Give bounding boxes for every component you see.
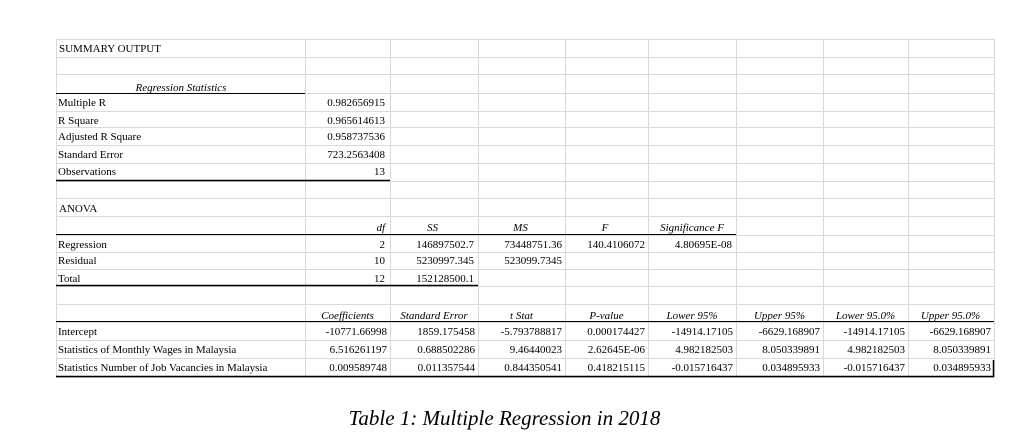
coef-cell: -0.015716437 [843,362,905,374]
anova-cell: 10 [374,255,385,267]
coef-cell: 0.688502286 [417,344,475,356]
coef-cell: 0.009589748 [329,362,387,374]
anova-cell: 12 [374,273,385,285]
anova-header-f: F [601,222,609,234]
coef-header-lower-95: Lower 95% [666,310,718,322]
coef-header-upper-95-0: Upper 95.0% [920,310,981,322]
anova-header-ms: MS [513,222,528,234]
anova-label-residual: Residual [58,255,97,267]
coef-cell: -14914.17105 [843,326,905,338]
coef-label-intercept: Intercept [58,326,98,338]
coef-cell: 0.034895933 [933,362,991,374]
coef-cell: 2.62645E-06 [587,344,645,356]
coef-cell: 0.000174427 [587,326,645,338]
stat-label-multiple-r: Multiple R [58,97,106,109]
anova-cell: 4.80695E-08 [674,239,732,251]
coef-cell: -5.793788817 [500,326,562,338]
stat-value-observations: 13 [374,166,385,178]
anova-title: ANOVA [59,203,98,215]
coef-cell: 6.516261197 [329,344,387,356]
regression-statistics-header: Regression Statistics [135,82,227,94]
anova-cell: 523099.7345 [504,255,562,267]
coef-cell: -6629.168907 [929,326,991,338]
coef-cell: -0.015716437 [671,362,733,374]
anova-header-ss: SS [427,222,438,234]
stat-value-adjusted-r-square: 0.958737536 [327,131,385,143]
stat-label-observations: Observations [58,166,117,178]
coef-cell: -6629.168907 [758,326,820,338]
coef-header-t-stat: t Stat [510,310,533,322]
anova-cell: 2 [379,239,385,251]
coef-header-coefficients: Coefficients [321,310,374,322]
anova-cell: 140.4106072 [587,239,645,251]
coef-cell: 0.418215115 [587,362,645,374]
coef-cell: -14914.17105 [671,326,733,338]
anova-cell: 146897502.7 [416,239,474,251]
summary-title: SUMMARY OUTPUT [59,43,161,55]
anova-cell: 73448751.36 [504,239,562,251]
anova-header-significance-f: Significance F [660,222,724,234]
anova-cell: 5230997.345 [416,255,474,267]
stat-label-adjusted-r-square: Adjusted R Square [58,131,142,143]
coef-cell: 0.011357544 [417,362,475,374]
stat-label-standard-error: Standard Error [58,149,124,161]
coef-cell: 9.46440023 [509,344,562,356]
anova-header-df: df [376,222,385,234]
coef-header-standard-error: Standard Error [400,310,468,322]
coef-cell: 0.844350541 [504,362,562,374]
coef-cell: 1859.175458 [417,326,475,338]
coef-header-lower-95-0: Lower 95.0% [835,310,896,322]
anova-label-total: Total [58,273,81,285]
coef-cell: 0.034895933 [762,362,820,374]
coef-cell: 8.050339891 [933,344,991,356]
coef-cell: 8.050339891 [762,344,820,356]
coef-label-job-vacancies: Statistics Number of Job Vacancies in Malaysia [58,362,268,374]
coef-cell: -10771.66998 [325,326,387,338]
coef-cell: 4.982182503 [847,344,905,356]
table-caption: Table 1: Multiple Regression in 2018 [348,406,661,430]
coef-cell: 4.982182503 [675,344,733,356]
coef-header-upper-95: Upper 95% [753,310,806,322]
stat-value-standard-error: 723.2563408 [327,149,385,161]
anova-cell: 152128500.1 [416,273,474,285]
anova-label-regression: Regression [58,239,107,251]
coef-label-monthly-wages: Statistics of Monthly Wages in Malaysia [58,344,237,356]
stat-value-r-square: 0.965614613 [327,115,385,127]
stat-value-multiple-r: 0.982656915 [327,97,385,109]
stat-label-r-square: R Square [58,115,99,127]
coef-header-p-value: P-value [589,310,624,322]
